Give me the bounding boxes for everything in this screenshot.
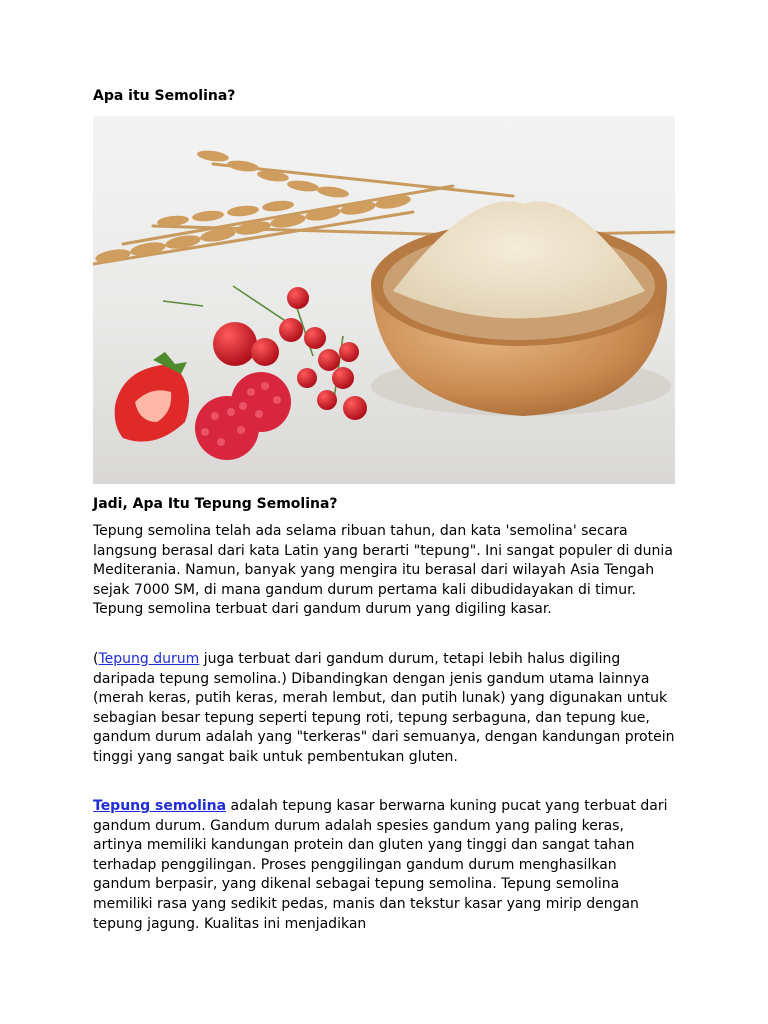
heading-apa-itu-semolina: Apa itu Semolina? — [93, 88, 236, 104]
paragraph-3-text: adalah tepung kasar berwarna kuning pucat yang terbuat dari gandum durum. Gandum durum adalah spesies gandum yang paling keras, artinya memiliki kandungan protein dan gluten yang tinggi dan sangat tahan terhadap penggilingan. Proses penggilingan gandum durum menghasilkan gandum berpasir, yang dikenal sebagai tepung semolina. Tepung semolina memiliki rasa yang sedikit pedas, manis dan tekstur kasar yang mirip dengan tepung jagung. Kualitas ini menjadikan — [93, 798, 668, 932]
heading-jadi-apa-itu-tepung-semolina: Jadi, Apa Itu Tepung Semolina? — [93, 496, 338, 512]
tepung-durum-link[interactable]: Tepung durum — [98, 651, 200, 667]
paragraph-2-text: juga terbuat dari gandum durum, tetapi lebih halus digiling daripada tepung semolina.) Dibandingkan dengan jenis gandum utama lainnya (merah keras, putih keras, merah lembut, dan putih lunak) yang digunakan untuk sebagian besar tepung seperti tepung roti, tepung serbaguna, dan tepung kue, gandum durum adalah yang "terkeras" dari semuanya, dengan kandungan protein tinggi yang sangat baik untuk pembentukan gluten. — [93, 651, 675, 765]
open-paren: ( — [93, 651, 99, 667]
tepung-semolina-link[interactable]: Tepung semolina — [93, 798, 227, 814]
paragraph-3 — [93, 797, 675, 934]
paragraph-1: Tepung semolina telah ada selama ribuan tahun, dan kata 'semolina' secara langsung berasal dari kata Latin yang berarti "tepung". Ini sangat populer di dunia Mediterania. Namun, banyak yang mengira itu berasal dari wilayah Asia Tengah sejak 7000 SM, di mana gandum durum pertama kali dibudidayakan di timur. Tepung semolina terbuat dari gandum durum yang digiling kasar. — [93, 523, 673, 618]
paragraph-2 — [93, 650, 675, 768]
semolina-photo — [93, 116, 675, 484]
